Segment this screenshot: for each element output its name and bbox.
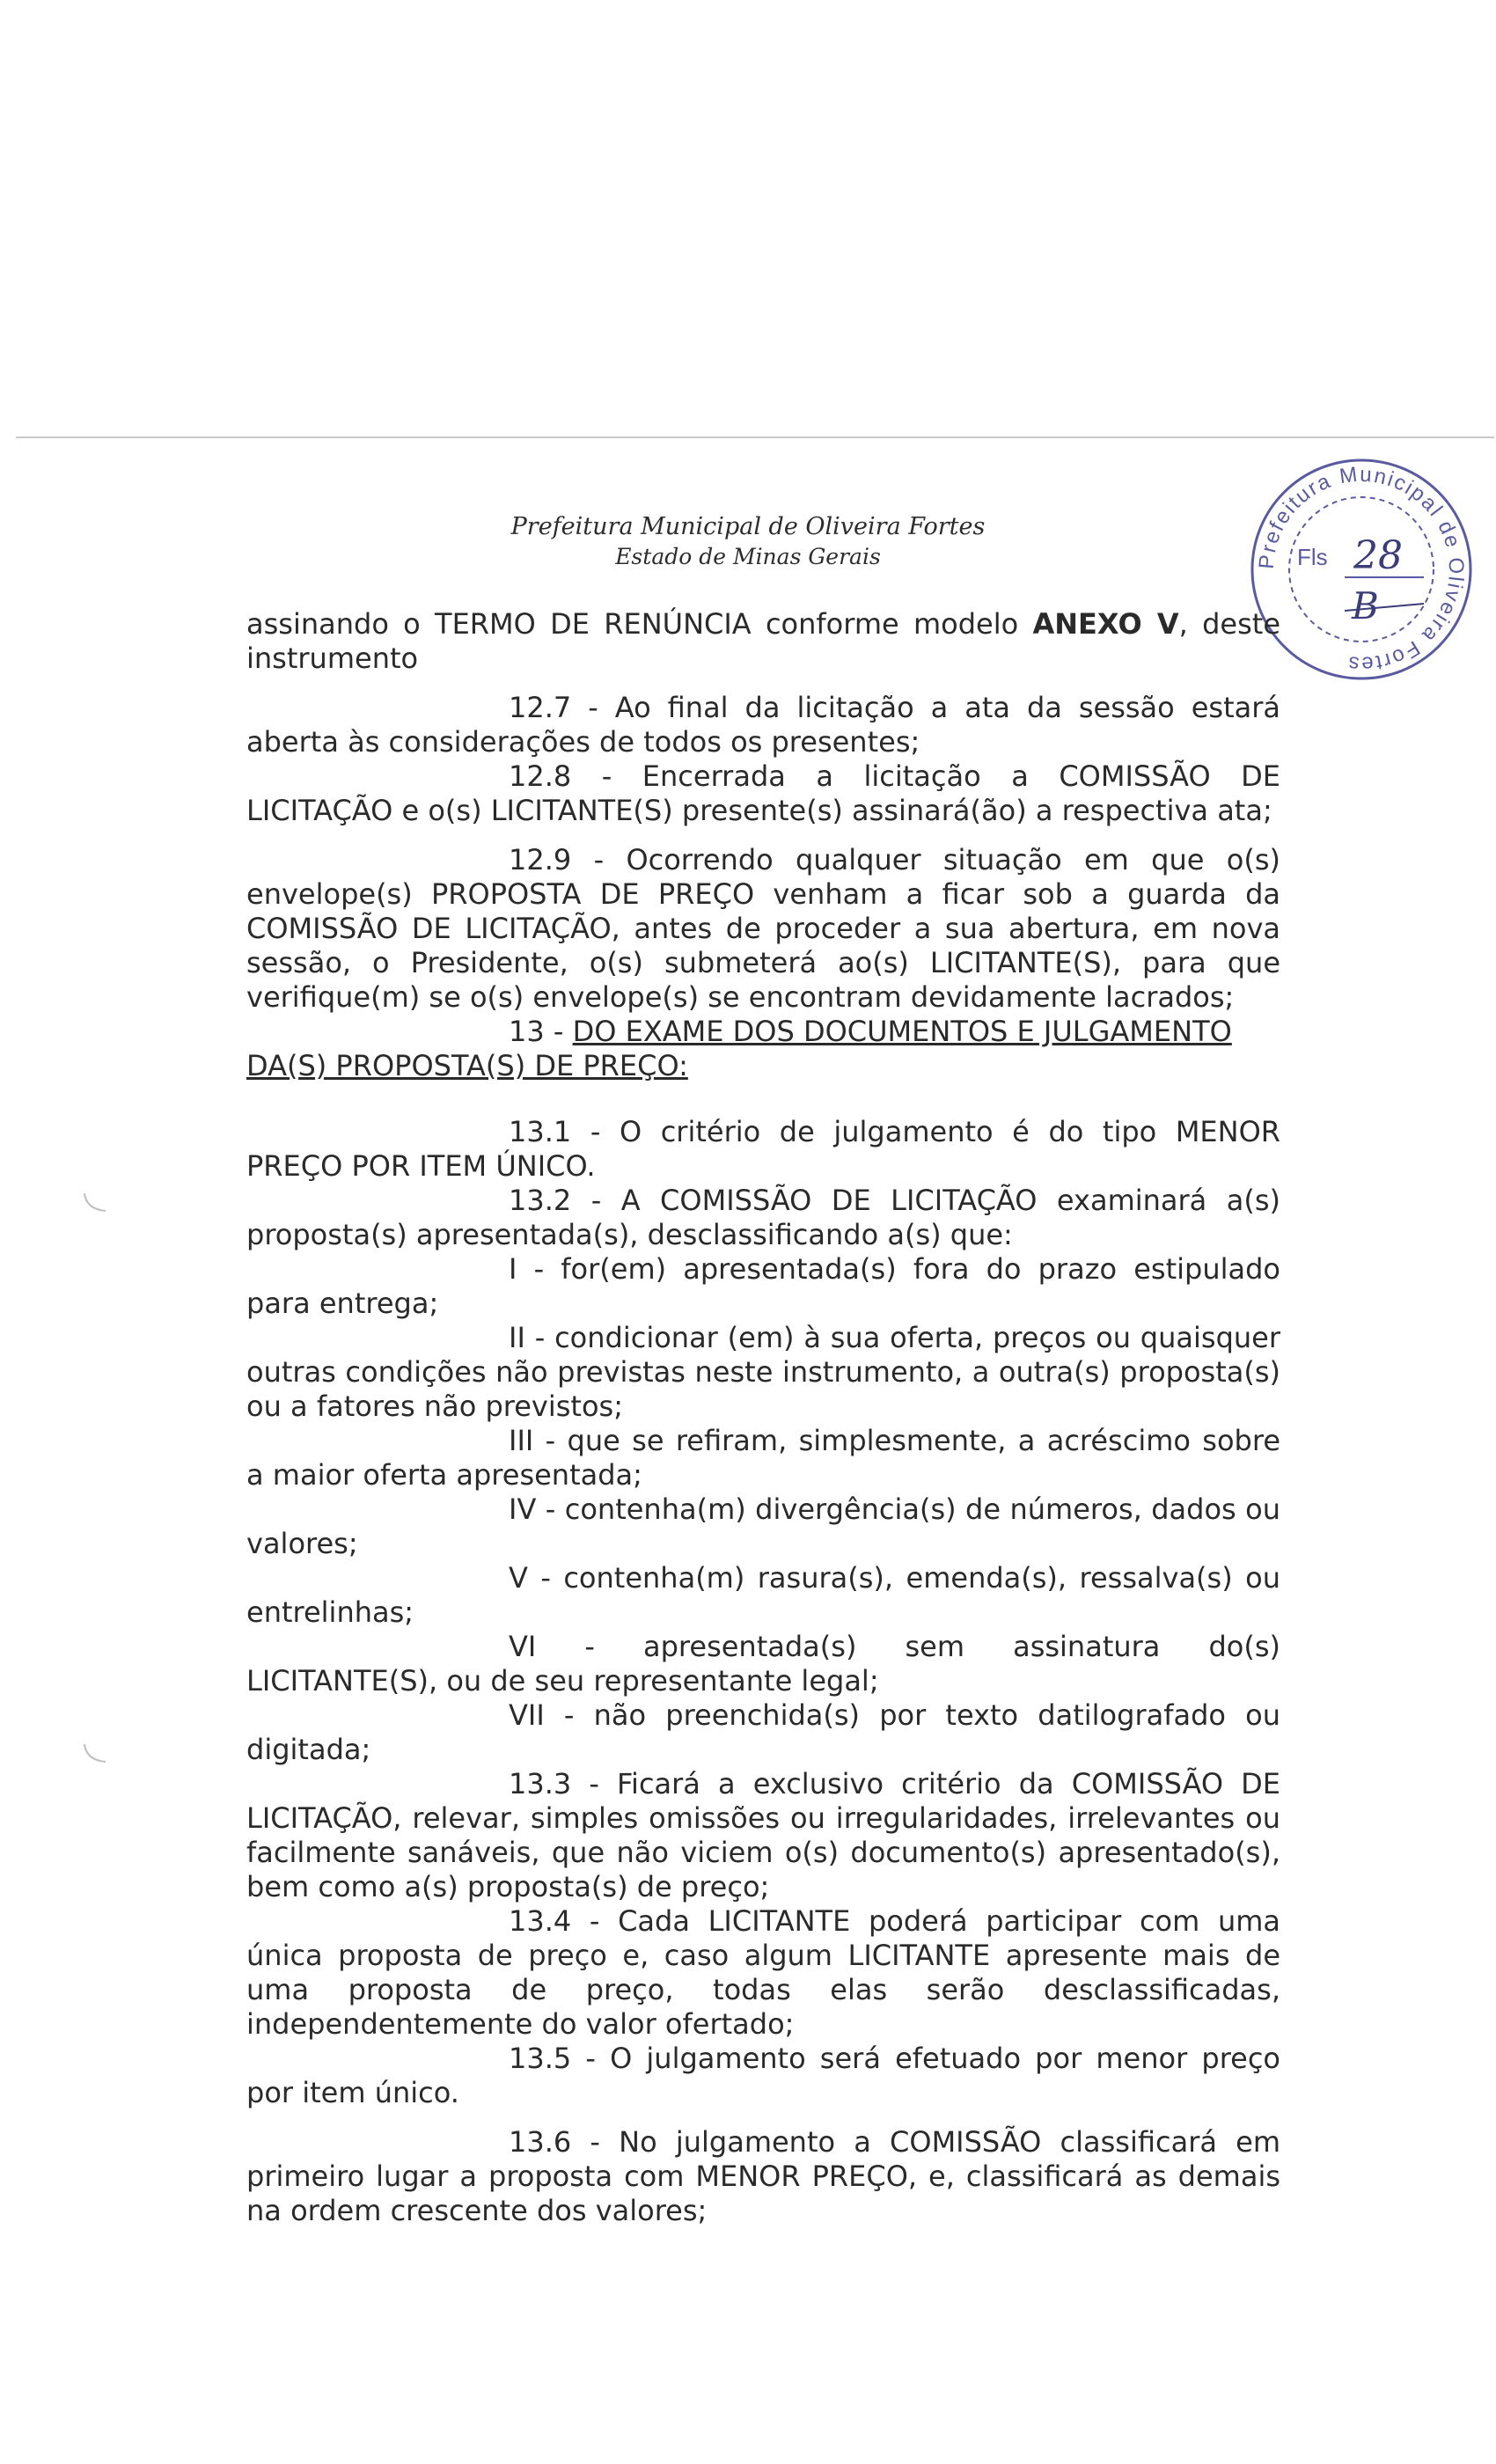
letterhead-municipality: Prefeitura Municipal de Oliveira Fortes (510, 513, 986, 540)
clause-12-9: 12.9 - Ocorrendo qualquer situação em que o(s) envelope(s) PROPOSTA DE PREÇO venham a ficar sob a guarda da COMISSÃO DE LICITAÇÃO, antes de proceder a sua abertura, em nova sessão, o Presidente, o(s) submeterá ao(s) LICITANTE(S), para que verifique(m) se o(s) envelope(s) se encontram devidamente lacrados; (246, 843, 1280, 1014)
item-vi: VI - apresentada(s) sem assinatura do(s) LICITANTE(S), ou de seu representante legal; (246, 1630, 1280, 1698)
letterhead-state: Estado de Minas Gerais (615, 544, 881, 569)
clause-13-1: 13.1 - O critério de julgamento é do tipo MENOR PREÇO POR ITEM ÚNICO. (246, 1115, 1280, 1183)
anexo-v-reference: ANEXO V (1032, 607, 1179, 641)
item-iii: III - que se refiram, simplesmente, a acréscimo sobre a maior oferta apresentada; (246, 1424, 1280, 1492)
renuncia-text: assinando o TERMO DE RENÚNCIA conforme modelo (246, 607, 1033, 641)
document-body (246, 607, 1280, 2228)
stamp-seal-graphic (1248, 456, 1475, 683)
renuncia-text-end: , deste instrumento (246, 607, 1281, 675)
item-vii: VII - não preenchida(s) por texto datilografado ou digitada; (246, 1698, 1280, 1766)
item-v: V - contenha(m) rasura(s), emenda(s), ressalva(s) ou entrelinhas; (246, 1561, 1280, 1629)
clause-13-2: 13.2 - A COMISSÃO DE LICITAÇÃO examinará a(s) proposta(s) apresentada(s), desclassificando a(s) que: (246, 1184, 1280, 1251)
stamp-ring-text: Prefeitura Municipal de Oliveira Fortes (1254, 462, 1469, 677)
paragraph-renuncia (246, 607, 1280, 676)
punch-hole-mark (81, 1742, 107, 1765)
punch-hole-mark (81, 1192, 107, 1214)
scan-top-rule (16, 436, 1494, 438)
clause-12-7: 12.7 - Ao final da licitação a ata da sessão estará aberta às considerações de todos os presentes; (246, 691, 1280, 759)
clause-13-3: 13.3 - Ficará a exclusivo critério da COMISSÃO DE LICITAÇÃO, relevar, simples omissões ou irregularidades, irrelevantes ou facilmente sanáveis, que não viciem o(s) documento(s) apresentado(s), bem como a(s) proposta(s) de preço; (246, 1767, 1280, 1903)
stamp-initials: B (1352, 584, 1379, 627)
item-iv: IV - contenha(m) divergência(s) de números, dados ou valores; (246, 1492, 1280, 1560)
clause-13-5: 13.5 - O julgamento será efetuado por menor preço por item único. (246, 2042, 1280, 2109)
clause-13-6: 13.6 - No julgamento a COMISSÃO classificará em primeiro lugar a proposta com MENOR PREÇO, e, classificará as demais na ordem crescente dos valores; (246, 2125, 1280, 2227)
page-number-stamp (1248, 456, 1475, 683)
clause-12-8: 12.8 - Encerrada a licitação a COMISSÃO DE LICITAÇÃO e o(s) LICITANTE(S) presente(s) assinará(ão) a respectiva ata; (246, 759, 1280, 827)
stamp-fls-label: Fls (1297, 544, 1328, 570)
stamp-sheet-number: 28 (1353, 533, 1403, 578)
item-i: I - for(em) apresentada(s) fora do prazo estipulado para entrega; (246, 1252, 1280, 1320)
clause-13-4: 13.4 - Cada LICITANTE poderá participar com uma única proposta de preço e, caso algum LICITANTE apresente mais de uma proposta de preço, todas elas serão desclassificadas, independentemente do valor ofertado; (246, 1904, 1280, 2041)
section-13-heading (246, 1015, 1280, 1083)
section-13-title: DO EXAME DOS DOCUMENTOS E JULGAMENTO DA(S) PROPOSTA(S) DE PREÇO: (246, 1015, 1232, 1082)
section-13-number: 13 - (509, 1015, 573, 1048)
item-ii: II - condicionar (em) à sua oferta, preços ou quaisquer outras condições não previstas neste instrumento, a outra(s) proposta(s) ou a fatores não previstos; (246, 1321, 1280, 1423)
